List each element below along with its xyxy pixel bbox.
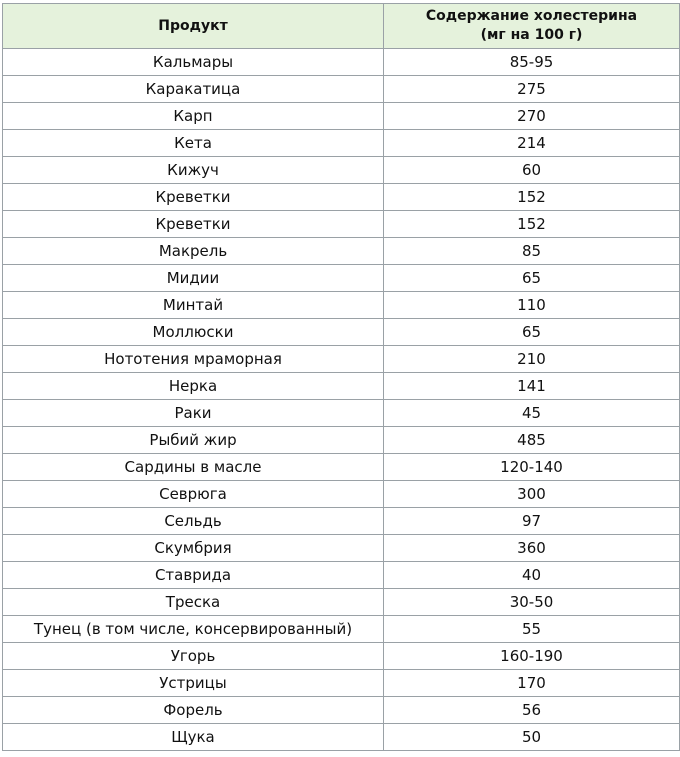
product-cell: Моллюски — [3, 319, 384, 346]
cholesterol-value-cell: 110 — [384, 292, 680, 319]
product-cell: Щука — [3, 724, 384, 751]
cholesterol-value-cell: 120-140 — [384, 454, 680, 481]
cholesterol-value-cell: 30-50 — [384, 589, 680, 616]
cholesterol-value-cell: 214 — [384, 130, 680, 157]
product-cell: Сельдь — [3, 508, 384, 535]
product-cell: Карп — [3, 103, 384, 130]
cholesterol-value-cell: 56 — [384, 697, 680, 724]
column-header-cholesterol-line2: (мг на 100 г) — [480, 27, 583, 43]
cholesterol-value-cell: 152 — [384, 184, 680, 211]
cholesterol-value-cell: 485 — [384, 427, 680, 454]
table-row — [3, 643, 680, 670]
column-header-product: Продукт — [3, 4, 384, 49]
table-row — [3, 157, 680, 184]
table-row — [3, 76, 680, 103]
table-row — [3, 292, 680, 319]
table-row — [3, 238, 680, 265]
table-row — [3, 454, 680, 481]
table-row — [3, 103, 680, 130]
product-cell: Ставрида — [3, 562, 384, 589]
cholesterol-value-cell: 210 — [384, 346, 680, 373]
cholesterol-value-cell: 55 — [384, 616, 680, 643]
table-row — [3, 211, 680, 238]
product-cell: Кета — [3, 130, 384, 157]
table-row — [3, 697, 680, 724]
product-cell: Каракатица — [3, 76, 384, 103]
product-cell: Минтай — [3, 292, 384, 319]
table-row — [3, 184, 680, 211]
cholesterol-value-cell: 160-190 — [384, 643, 680, 670]
column-header-cholesterol — [384, 4, 680, 49]
cholesterol-value-cell: 45 — [384, 400, 680, 427]
table-row — [3, 535, 680, 562]
table-body — [3, 49, 680, 751]
product-cell: Раки — [3, 400, 384, 427]
table-row — [3, 724, 680, 751]
product-cell: Сардины в масле — [3, 454, 384, 481]
cholesterol-value-cell: 275 — [384, 76, 680, 103]
product-cell: Севрюга — [3, 481, 384, 508]
table-row — [3, 373, 680, 400]
cholesterol-value-cell: 85 — [384, 238, 680, 265]
cholesterol-value-cell: 60 — [384, 157, 680, 184]
product-cell: Устрицы — [3, 670, 384, 697]
column-header-cholesterol-line1: Содержание холестерина — [425, 8, 638, 24]
cholesterol-value-cell: 152 — [384, 211, 680, 238]
product-cell: Креветки — [3, 211, 384, 238]
table-row — [3, 49, 680, 76]
cholesterol-value-cell: 141 — [384, 373, 680, 400]
product-cell: Треска — [3, 589, 384, 616]
product-cell: Мидии — [3, 265, 384, 292]
product-cell: Кальмары — [3, 49, 384, 76]
product-cell: Тунец (в том числе, консервированный) — [3, 616, 384, 643]
cholesterol-value-cell: 270 — [384, 103, 680, 130]
product-cell: Форель — [3, 697, 384, 724]
table-row — [3, 427, 680, 454]
product-cell: Рыбий жир — [3, 427, 384, 454]
table-row — [3, 400, 680, 427]
cholesterol-value-cell: 300 — [384, 481, 680, 508]
table-row — [3, 508, 680, 535]
table-header-row — [3, 4, 680, 49]
product-cell: Нерка — [3, 373, 384, 400]
product-cell: Креветки — [3, 184, 384, 211]
cholesterol-value-cell: 97 — [384, 508, 680, 535]
cholesterol-value-cell: 50 — [384, 724, 680, 751]
table-row — [3, 346, 680, 373]
table-row — [3, 562, 680, 589]
table-row — [3, 481, 680, 508]
product-cell: Скумбрия — [3, 535, 384, 562]
product-cell: Угорь — [3, 643, 384, 670]
table-row — [3, 616, 680, 643]
table-row — [3, 589, 680, 616]
cholesterol-value-cell: 40 — [384, 562, 680, 589]
cholesterol-value-cell: 65 — [384, 265, 680, 292]
table-row — [3, 130, 680, 157]
product-cell: Нототения мраморная — [3, 346, 384, 373]
cholesterol-value-cell: 360 — [384, 535, 680, 562]
cholesterol-value-cell: 170 — [384, 670, 680, 697]
table-row — [3, 265, 680, 292]
product-cell: Макрель — [3, 238, 384, 265]
cholesterol-table-container — [2, 3, 679, 751]
product-cell: Кижуч — [3, 157, 384, 184]
cholesterol-value-cell: 65 — [384, 319, 680, 346]
table-row — [3, 670, 680, 697]
cholesterol-value-cell: 85-95 — [384, 49, 680, 76]
cholesterol-table — [2, 3, 680, 751]
table-row — [3, 319, 680, 346]
